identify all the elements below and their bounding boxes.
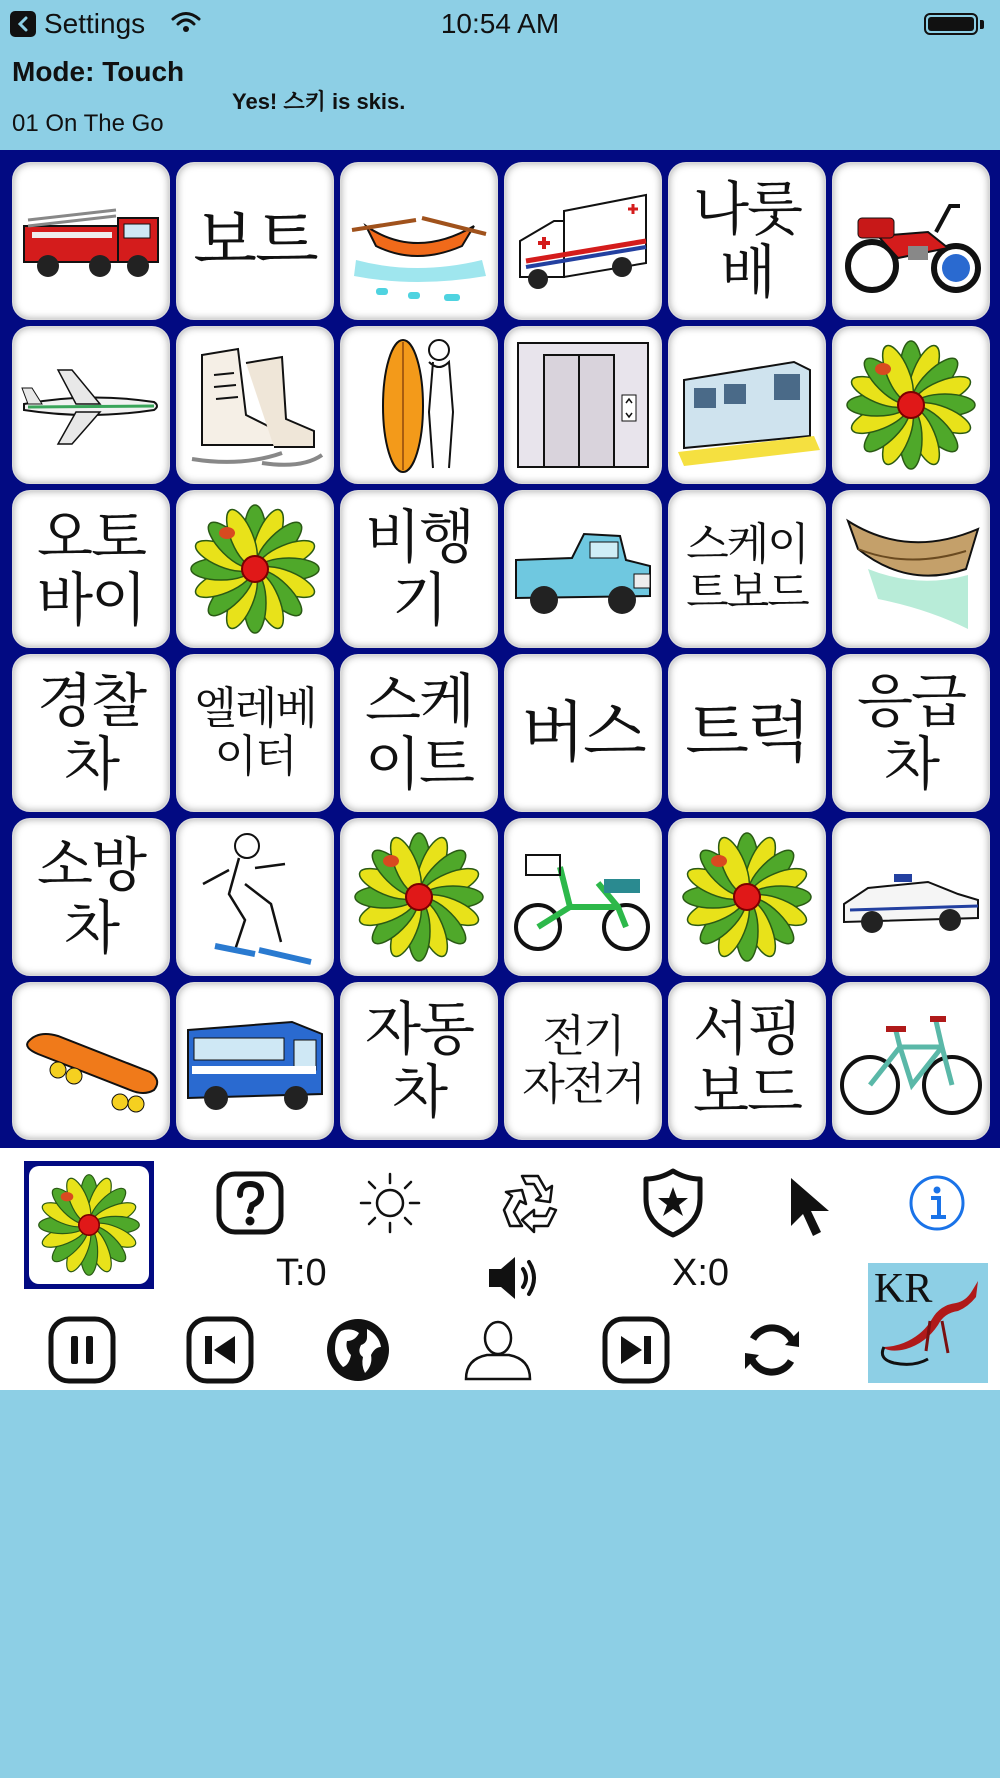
subway-train-icon [674, 340, 820, 470]
bicycle-icon [838, 991, 984, 1131]
brightness-icon[interactable] [350, 1168, 430, 1238]
mode-label[interactable]: Mode: Touch [12, 56, 185, 87]
word-card-text: 트럭 [685, 694, 809, 772]
word-card[interactable] [12, 654, 170, 812]
airplane-icon [18, 360, 164, 450]
word-card-text: 보트 [193, 202, 317, 280]
flower-icon [841, 335, 981, 475]
picture-card[interactable] [504, 326, 662, 484]
feedback-message: Yes! 스키 is skis. [232, 89, 406, 114]
word-card[interactable] [340, 982, 498, 1140]
word-card[interactable] [340, 654, 498, 812]
word-card[interactable] [176, 162, 334, 320]
picture-card[interactable] [12, 326, 170, 484]
speaker-icon[interactable] [478, 1248, 548, 1308]
back-label: Settings [44, 8, 146, 39]
picture-card[interactable] [832, 326, 990, 484]
surfboard-icon [349, 332, 489, 478]
word-card[interactable] [340, 490, 498, 648]
timer-counter: T:0 [276, 1252, 327, 1294]
selected-flower-icon [29, 1166, 149, 1284]
pointer-icon[interactable] [775, 1170, 845, 1244]
picture-card[interactable] [832, 818, 990, 976]
canoe-icon [838, 499, 984, 639]
picture-card[interactable] [668, 326, 826, 484]
picture-card[interactable] [340, 818, 498, 976]
word-card-text: 비행 기 [364, 503, 474, 634]
electric-bicycle-icon [510, 827, 656, 967]
pause-icon[interactable] [44, 1312, 120, 1388]
police-car-icon [838, 852, 984, 942]
word-card-text: 경찰 차 [36, 667, 146, 798]
bus-icon [182, 1006, 328, 1116]
picture-card[interactable] [176, 490, 334, 648]
picture-card[interactable] [504, 162, 662, 320]
toolbar [0, 1148, 1000, 1390]
deck-label[interactable]: 01 On The Go [12, 110, 164, 137]
recycle-icon[interactable] [490, 1166, 570, 1240]
clock: 10:54 AM [440, 8, 560, 39]
word-card-text: 스케이 트보드 [686, 519, 808, 618]
refresh-icon[interactable] [734, 1312, 810, 1388]
fox-logo-icon [868, 1263, 988, 1383]
word-card[interactable] [504, 654, 662, 812]
word-card[interactable] [176, 654, 334, 812]
pickup-truck-icon [510, 514, 656, 624]
shield-star-icon[interactable] [633, 1166, 713, 1240]
error-counter: X:0 [672, 1252, 730, 1294]
flower-icon [349, 827, 489, 967]
word-card-text: 소방 차 [36, 831, 146, 962]
word-card-text: 엘레베 이터 [194, 683, 316, 782]
word-card[interactable] [832, 654, 990, 812]
word-card[interactable] [668, 654, 826, 812]
word-card[interactable] [668, 162, 826, 320]
picture-card[interactable] [176, 818, 334, 976]
picture-card[interactable] [340, 162, 498, 320]
motorcycle-icon [838, 176, 984, 306]
battery-icon [924, 13, 978, 35]
word-card-text: 자동 차 [364, 995, 474, 1126]
ambulance-icon [510, 181, 656, 301]
flower-icon [185, 499, 325, 639]
picture-card[interactable] [176, 982, 334, 1140]
status-bar [0, 0, 1000, 48]
picture-card[interactable] [176, 326, 334, 484]
elevator-icon [510, 335, 656, 475]
logo-text: KR [874, 1266, 933, 1312]
word-card[interactable] [504, 982, 662, 1140]
selected-card[interactable] [24, 1161, 154, 1289]
picture-card[interactable] [504, 490, 662, 648]
previous-icon[interactable] [182, 1312, 258, 1388]
word-card-text: 버스 [521, 694, 645, 772]
word-card[interactable] [12, 818, 170, 976]
rowboat-icon [346, 176, 492, 306]
language-logo[interactable] [868, 1263, 988, 1383]
picture-card[interactable] [340, 326, 498, 484]
picture-card[interactable] [12, 982, 170, 1140]
fire-truck-icon [18, 196, 164, 286]
question-icon[interactable] [210, 1168, 290, 1238]
picture-card[interactable] [504, 818, 662, 976]
battery-tip [980, 20, 984, 29]
next-icon[interactable] [598, 1312, 674, 1388]
picture-card[interactable] [668, 818, 826, 976]
skateboard-icon [18, 1006, 164, 1116]
word-card[interactable] [12, 490, 170, 648]
word-card-text: 응급 차 [856, 667, 966, 798]
picture-card[interactable] [832, 162, 990, 320]
card-grid [0, 150, 1000, 1148]
flower-icon [677, 827, 817, 967]
word-card-text: 전기 자전거 [522, 1011, 644, 1110]
word-card-text: 나룻 배 [692, 175, 802, 306]
info-icon[interactable] [900, 1168, 974, 1238]
word-card-text: 스케 이트 [364, 667, 474, 798]
person-icon[interactable] [458, 1312, 538, 1388]
picture-card[interactable] [832, 982, 990, 1140]
word-card-text: 서핑 보드 [692, 995, 802, 1126]
word-card[interactable] [668, 982, 826, 1140]
ice-skates-icon [182, 335, 328, 475]
skier-icon [185, 824, 325, 970]
word-card-text: 오토 바이 [36, 503, 146, 634]
word-card[interactable] [668, 490, 826, 648]
picture-card[interactable] [832, 490, 990, 648]
picture-card[interactable] [12, 162, 170, 320]
globe-icon[interactable] [320, 1312, 396, 1388]
